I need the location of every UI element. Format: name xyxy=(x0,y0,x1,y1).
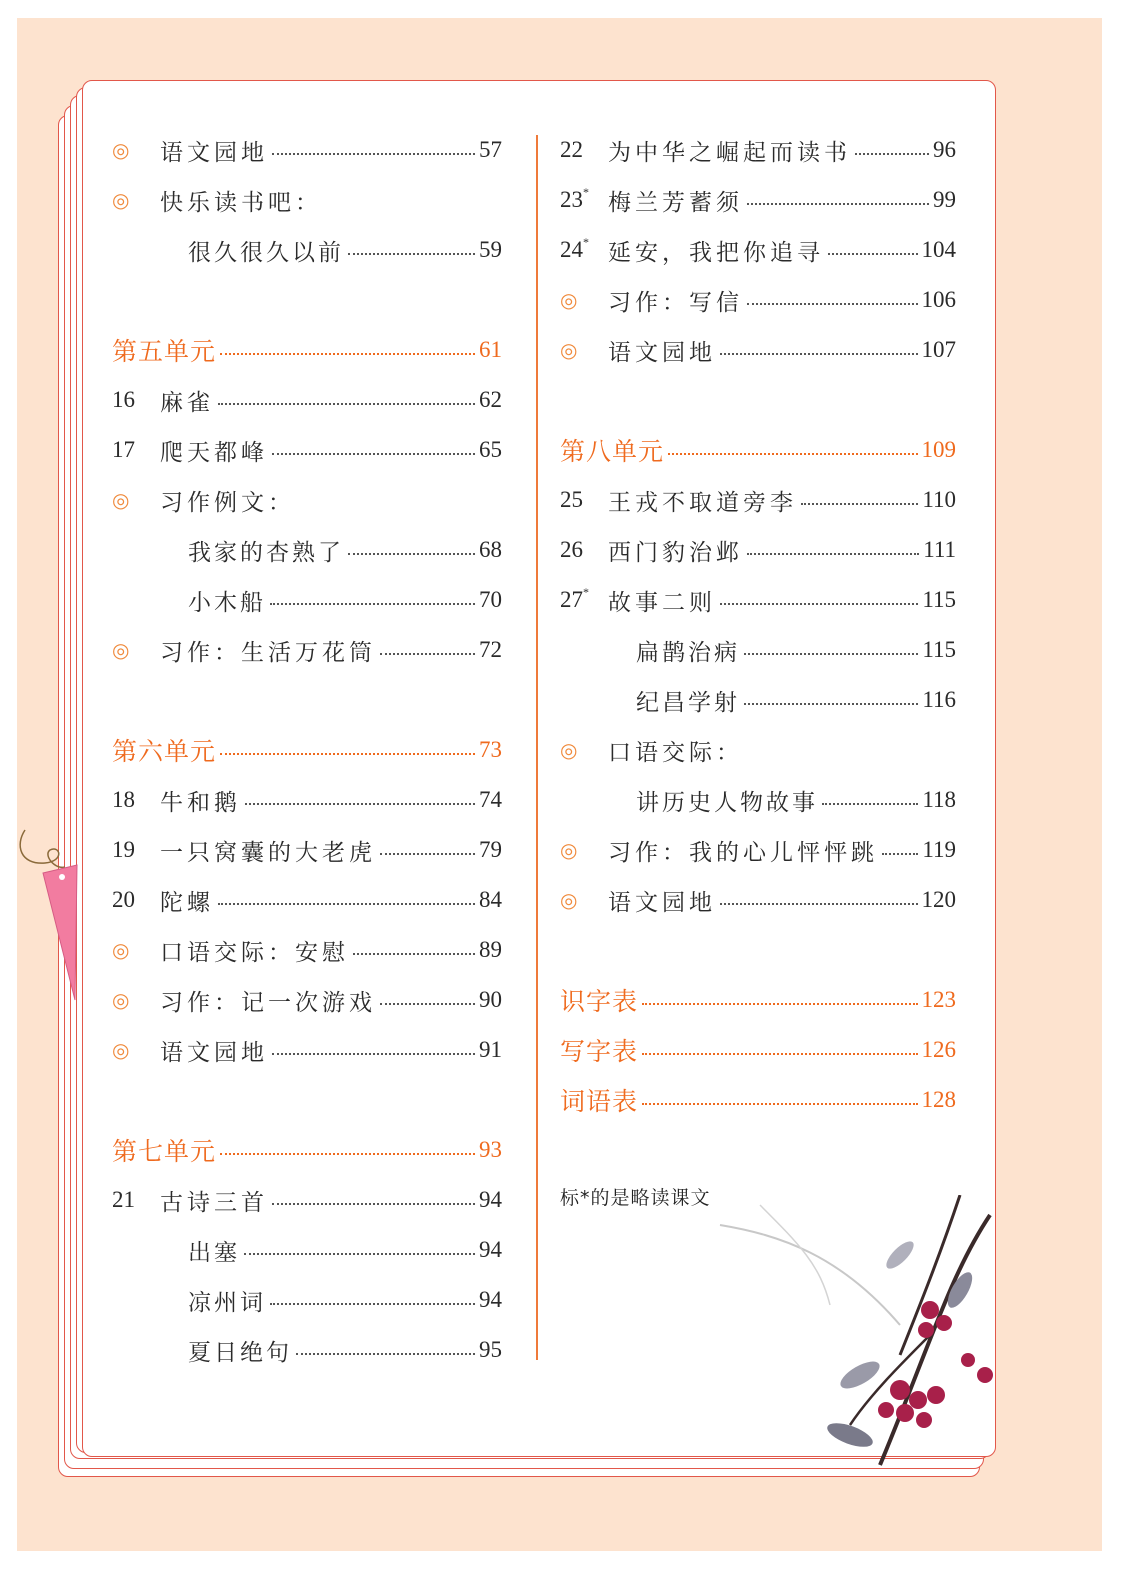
unit-heading[interactable] xyxy=(560,430,956,470)
toc-entry[interactable] xyxy=(560,330,956,370)
page-number: 65 xyxy=(479,437,502,462)
page-number: 111 xyxy=(923,537,956,562)
toc-entry[interactable] xyxy=(112,780,502,820)
toc-entry[interactable] xyxy=(188,530,502,570)
page-number: 61 xyxy=(479,337,502,362)
entry-title: 为中华之崛起而读书 xyxy=(608,139,851,166)
entry-title: 出塞 xyxy=(188,1239,240,1266)
toc-entry[interactable] xyxy=(188,1230,502,1270)
page-number: 91 xyxy=(479,1037,502,1062)
dot-leader xyxy=(353,953,475,955)
dot-leader xyxy=(348,553,475,555)
dot-leader xyxy=(220,1153,475,1155)
lesson-number: 23* xyxy=(560,185,589,212)
skim-reading-star: * xyxy=(583,235,589,249)
dot-leader xyxy=(272,153,475,155)
page-number: 94 xyxy=(479,1237,502,1262)
toc-entry[interactable] xyxy=(560,730,956,770)
toc-entry[interactable] xyxy=(188,580,502,620)
page-number: 73 xyxy=(479,737,502,762)
toc-entry[interactable] xyxy=(112,480,502,520)
toc-entry[interactable] xyxy=(560,280,956,320)
lesson-number: 24* xyxy=(560,235,589,262)
entry-title: 小木船 xyxy=(188,589,266,616)
toc-entry[interactable] xyxy=(112,1180,502,1220)
toc-entry[interactable] xyxy=(112,180,502,220)
page-number: 96 xyxy=(933,137,956,162)
page-number: 94 xyxy=(479,1187,502,1212)
page-number: 90 xyxy=(479,987,502,1012)
lesson-number: 25 xyxy=(560,487,583,512)
page-number: 104 xyxy=(921,237,956,262)
page-number: 94 xyxy=(479,1287,502,1312)
entry-title: 讲历史人物故事 xyxy=(636,789,818,816)
page-number: 74 xyxy=(479,787,502,812)
entry-title: 夏日绝句 xyxy=(188,1339,292,1366)
dot-leader xyxy=(348,253,475,255)
dot-leader xyxy=(720,603,918,605)
page-number: 68 xyxy=(479,537,502,562)
dot-leader xyxy=(218,403,475,405)
entry-title: 口语交际： xyxy=(608,739,743,766)
toc-entry[interactable] xyxy=(636,780,956,820)
toc-entry[interactable] xyxy=(112,880,502,920)
appendix-entry[interactable] xyxy=(560,980,956,1020)
double-circle-icon: ◎ xyxy=(112,988,130,1012)
entry-title: 语文园地 xyxy=(160,1039,268,1066)
page-number: 109 xyxy=(921,437,956,462)
page-number: 123 xyxy=(921,987,956,1012)
page-number: 126 xyxy=(921,1037,956,1062)
dot-leader xyxy=(272,1053,475,1055)
dot-leader xyxy=(822,803,918,805)
dot-leader xyxy=(380,653,475,655)
skim-reading-star: * xyxy=(583,585,589,599)
toc-entry[interactable] xyxy=(112,430,502,470)
double-circle-icon: ◎ xyxy=(112,138,130,162)
dot-leader xyxy=(244,1253,475,1255)
dot-leader xyxy=(642,1053,917,1055)
toc-entry[interactable] xyxy=(636,680,956,720)
toc-entry[interactable] xyxy=(112,930,502,970)
dot-leader xyxy=(220,753,475,755)
entry-title: 凉州词 xyxy=(188,1289,266,1316)
lesson-number: 27* xyxy=(560,585,589,612)
toc-entry[interactable] xyxy=(636,630,956,670)
entry-title: 很久很久以前 xyxy=(188,239,344,266)
toc-entry[interactable] xyxy=(112,1030,502,1070)
page-number: 70 xyxy=(479,587,502,612)
entry-title: 第六单元 xyxy=(112,737,217,766)
page-number: 119 xyxy=(922,837,956,862)
lesson-number: 17 xyxy=(112,437,135,462)
toc-entry[interactable] xyxy=(560,880,956,920)
lesson-number: 16 xyxy=(112,387,135,412)
double-circle-icon: ◎ xyxy=(560,888,578,912)
toc-entry[interactable] xyxy=(112,380,502,420)
entry-title: 西门豹治邺 xyxy=(608,539,743,566)
dot-leader xyxy=(747,303,918,305)
dot-leader xyxy=(272,1203,475,1205)
unit-heading[interactable] xyxy=(112,330,502,370)
unit-heading[interactable] xyxy=(112,1130,502,1170)
entry-title: 习作例文： xyxy=(160,489,295,516)
entry-title: 第七单元 xyxy=(112,1137,217,1166)
entry-title: 我家的杏熟了 xyxy=(188,539,344,566)
dot-leader xyxy=(720,353,918,355)
lesson-number: 19 xyxy=(112,837,135,862)
page-number: 57 xyxy=(479,137,502,162)
entry-title: 扁鹊治病 xyxy=(636,639,740,666)
entry-title: 延安，我把你追寻 xyxy=(608,239,824,266)
toc-entry[interactable] xyxy=(560,530,956,570)
page-number: 93 xyxy=(479,1137,502,1162)
toc-entry[interactable] xyxy=(188,1280,502,1320)
entry-title: 王戎不取道旁李 xyxy=(608,489,797,516)
lesson-number: 26 xyxy=(560,537,583,562)
double-circle-icon: ◎ xyxy=(560,738,578,762)
dot-leader xyxy=(642,1103,917,1105)
page-number: 84 xyxy=(479,887,502,912)
toc-entry[interactable] xyxy=(560,130,956,170)
page-number: 59 xyxy=(479,237,502,262)
footnote: 标*的是略读课文 xyxy=(560,1187,711,1209)
double-circle-icon: ◎ xyxy=(112,488,130,512)
dot-leader xyxy=(882,853,918,855)
lesson-number: 22 xyxy=(560,137,583,162)
dot-leader xyxy=(272,453,475,455)
page-number: 89 xyxy=(479,937,502,962)
entry-title: 语文园地 xyxy=(608,889,716,916)
entry-title: 词语表 xyxy=(560,1087,639,1116)
toc-entry[interactable] xyxy=(560,180,956,220)
dot-leader xyxy=(747,553,919,555)
page-number: 79 xyxy=(479,837,502,862)
toc-entry[interactable] xyxy=(560,580,956,620)
page-number: 72 xyxy=(479,637,502,662)
skim-reading-star: * xyxy=(583,185,589,199)
page-number: 95 xyxy=(479,1337,502,1362)
dot-leader xyxy=(270,1303,475,1305)
column-divider xyxy=(536,135,538,1360)
double-circle-icon: ◎ xyxy=(112,1038,130,1062)
bookmark-tag-icon xyxy=(15,825,85,1005)
entry-title: 习作：写信 xyxy=(608,289,743,316)
toc-entry[interactable] xyxy=(112,980,502,1020)
dot-leader xyxy=(744,653,918,655)
dot-leader xyxy=(747,203,929,205)
double-circle-icon: ◎ xyxy=(112,938,130,962)
entry-title: 梅兰芳蓄须 xyxy=(608,189,743,216)
entry-title: 习作：我的心儿怦怦跳 xyxy=(608,839,878,866)
entry-title: 爬天都峰 xyxy=(160,439,268,466)
page-number: 107 xyxy=(921,337,956,362)
appendix-entry[interactable] xyxy=(560,1030,956,1070)
entry-title: 纪昌学射 xyxy=(636,689,740,716)
dot-leader xyxy=(828,253,918,255)
lesson-number: 20 xyxy=(112,887,135,912)
page-number: 120 xyxy=(921,887,956,912)
toc-entry[interactable] xyxy=(112,830,502,870)
toc-entry[interactable] xyxy=(188,1330,502,1370)
double-circle-icon: ◎ xyxy=(560,288,578,312)
entry-title: 第五单元 xyxy=(112,337,217,366)
lesson-number: 21 xyxy=(112,1187,135,1212)
page-number: 115 xyxy=(922,587,956,612)
dot-leader xyxy=(380,853,475,855)
page-number: 118 xyxy=(922,787,956,812)
entry-title: 写字表 xyxy=(560,1037,639,1066)
dot-leader xyxy=(855,153,929,155)
page-number: 110 xyxy=(922,487,956,512)
lesson-number: 18 xyxy=(112,787,135,812)
double-circle-icon: ◎ xyxy=(560,338,578,362)
page-number: 115 xyxy=(922,637,956,662)
entry-title: 习作：生活万花筒 xyxy=(160,639,376,666)
page-number: 106 xyxy=(921,287,956,312)
dot-leader xyxy=(744,703,918,705)
entry-title: 快乐读书吧： xyxy=(160,189,322,216)
entry-title: 习作：记一次游戏 xyxy=(160,989,376,1016)
dot-leader xyxy=(245,803,475,805)
double-circle-icon: ◎ xyxy=(112,638,130,662)
toc-entry[interactable] xyxy=(560,230,956,270)
page-number: 99 xyxy=(933,187,956,212)
entry-title: 古诗三首 xyxy=(160,1189,268,1216)
dot-leader xyxy=(296,1353,475,1355)
page-number: 128 xyxy=(921,1087,956,1112)
dot-leader xyxy=(668,453,917,455)
entry-title: 故事二则 xyxy=(608,589,716,616)
page-number: 116 xyxy=(922,687,956,712)
double-circle-icon: ◎ xyxy=(560,838,578,862)
unit-heading[interactable] xyxy=(112,730,502,770)
toc-entry[interactable] xyxy=(188,230,502,270)
dot-leader xyxy=(270,603,475,605)
page-number: 62 xyxy=(479,387,502,412)
berry-branch-illustration xyxy=(700,1195,1000,1495)
entry-title: 语文园地 xyxy=(160,139,268,166)
toc-entry[interactable] xyxy=(112,130,502,170)
entry-title: 陀螺 xyxy=(160,889,214,916)
dot-leader xyxy=(380,1003,475,1005)
toc-entry[interactable] xyxy=(560,830,956,870)
entry-title: 一只窝囊的大老虎 xyxy=(160,839,376,866)
dot-leader xyxy=(642,1003,917,1005)
entry-title: 语文园地 xyxy=(608,339,716,366)
toc-entry[interactable] xyxy=(112,630,502,670)
dot-leader xyxy=(801,503,918,505)
entry-title: 麻雀 xyxy=(160,389,214,416)
dot-leader xyxy=(220,353,475,355)
dot-leader xyxy=(218,903,475,905)
entry-title: 牛和鹅 xyxy=(160,789,241,816)
toc-entry[interactable] xyxy=(560,480,956,520)
entry-title: 识字表 xyxy=(560,987,639,1016)
appendix-entry[interactable] xyxy=(560,1080,956,1120)
entry-title: 口语交际：安慰 xyxy=(160,939,349,966)
entry-title: 第八单元 xyxy=(560,437,665,466)
double-circle-icon: ◎ xyxy=(112,188,130,212)
dot-leader xyxy=(720,903,918,905)
